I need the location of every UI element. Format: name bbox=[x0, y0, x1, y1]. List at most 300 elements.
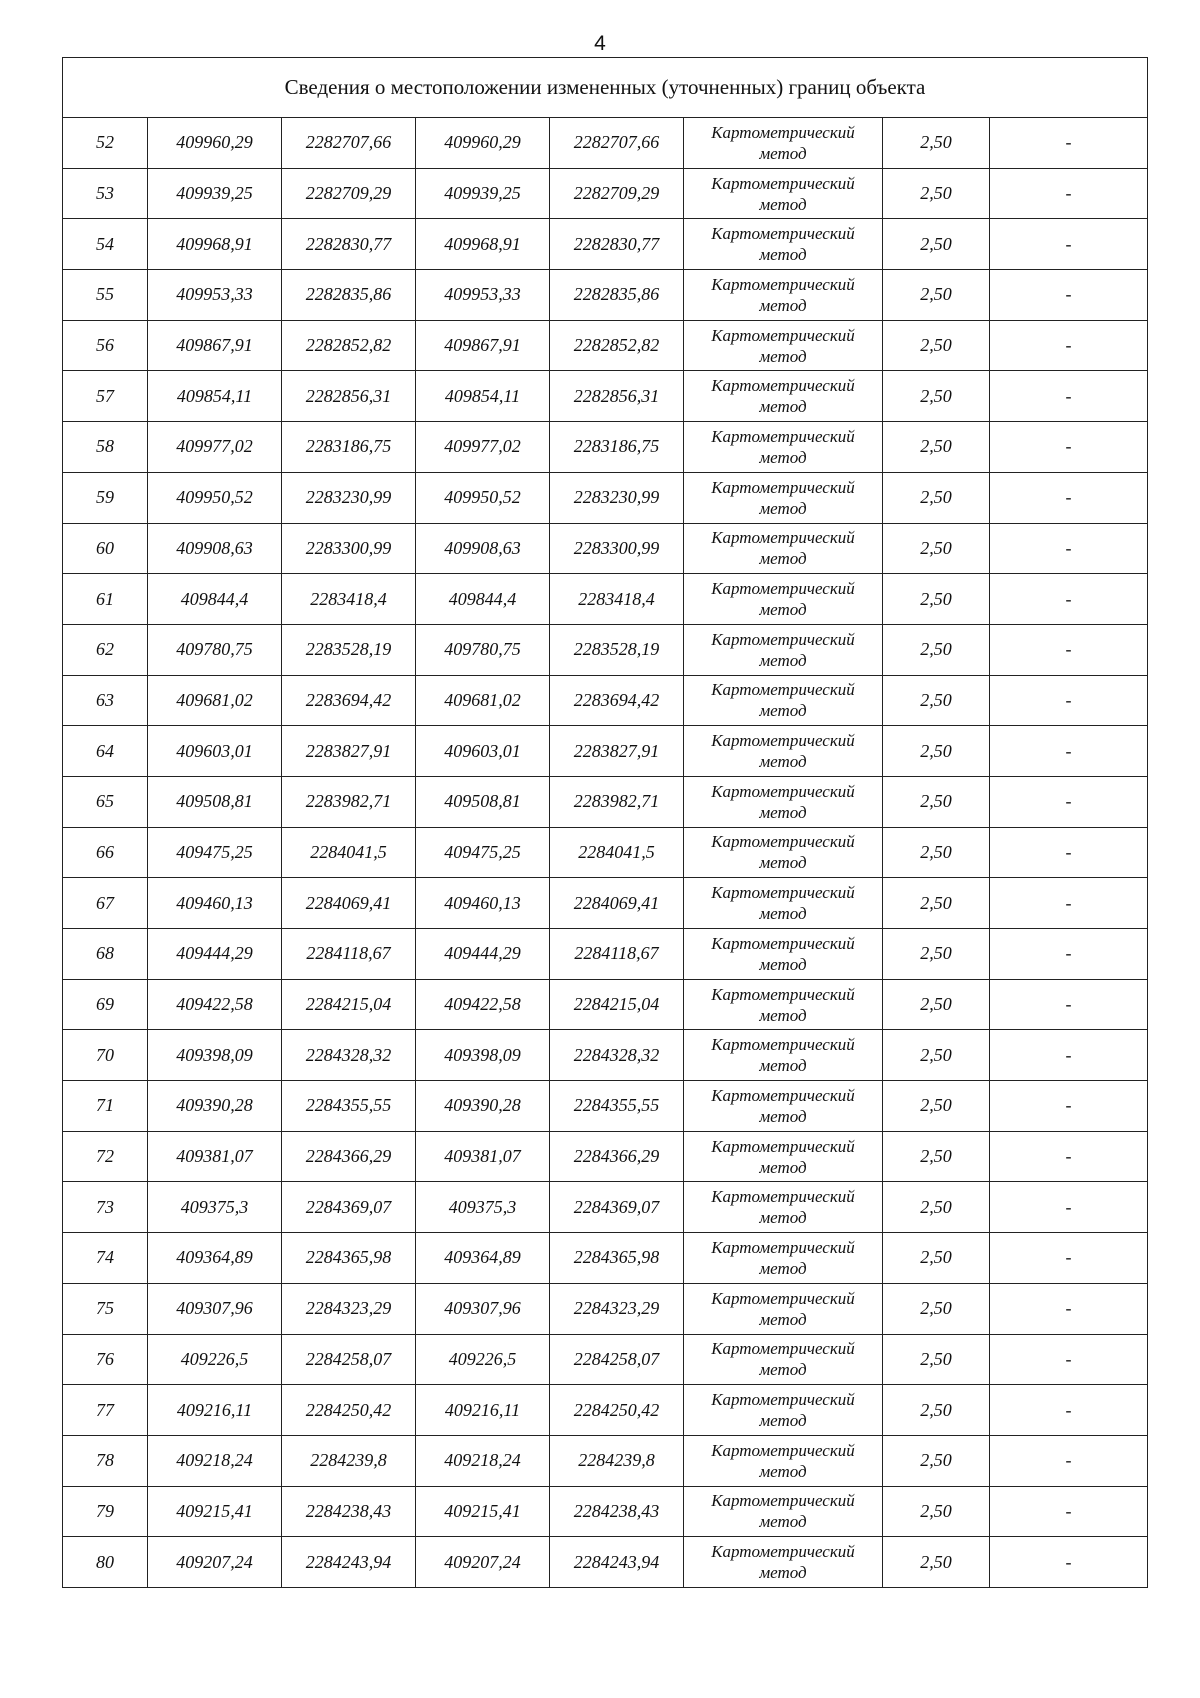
method-text-line-1: Картометрический bbox=[711, 1085, 855, 1105]
method-text-line-1: Картометрический bbox=[711, 984, 855, 1004]
existing-x-cell: 409215,41 bbox=[148, 1486, 282, 1537]
table-row bbox=[63, 422, 1148, 473]
existing-y-cell: 2284355,55 bbox=[282, 1081, 416, 1132]
method-text-line-1: Картометрический bbox=[711, 680, 855, 700]
method-text-line-2: метод bbox=[759, 853, 807, 873]
accuracy-cell: 2,50 bbox=[883, 1334, 990, 1385]
point-number-cell: 72 bbox=[63, 1131, 148, 1182]
table-row bbox=[63, 118, 1148, 169]
accuracy-cell: 2,50 bbox=[883, 929, 990, 980]
note-cell: - bbox=[990, 422, 1148, 473]
table-row bbox=[63, 1081, 1148, 1132]
method-text-line-1: Картометрический bbox=[711, 477, 855, 497]
accuracy-cell: 2,50 bbox=[883, 523, 990, 574]
accuracy-cell: 2,50 bbox=[883, 624, 990, 675]
refined-y-cell: 2284069,41 bbox=[550, 878, 684, 929]
method-text-line-2: метод bbox=[759, 1106, 807, 1126]
existing-x-cell: 409908,63 bbox=[148, 523, 282, 574]
table-row bbox=[63, 1334, 1148, 1385]
accuracy-cell: 2,50 bbox=[883, 1081, 990, 1132]
note-cell: - bbox=[990, 320, 1148, 371]
accuracy-cell: 2,50 bbox=[883, 1385, 990, 1436]
table-row bbox=[63, 675, 1148, 726]
method-cell bbox=[684, 1435, 883, 1486]
method-cell bbox=[684, 979, 883, 1030]
point-number-cell: 69 bbox=[63, 979, 148, 1030]
existing-x-cell: 409422,58 bbox=[148, 979, 282, 1030]
note-cell: - bbox=[990, 726, 1148, 777]
accuracy-cell: 2,50 bbox=[883, 1233, 990, 1284]
method-cell bbox=[684, 1182, 883, 1233]
note-cell: - bbox=[990, 1486, 1148, 1537]
existing-y-cell: 2282852,82 bbox=[282, 320, 416, 371]
accuracy-cell: 2,50 bbox=[883, 1537, 990, 1588]
accuracy-cell: 2,50 bbox=[883, 219, 990, 270]
table-row bbox=[63, 929, 1148, 980]
point-number-cell: 63 bbox=[63, 675, 148, 726]
note-cell: - bbox=[990, 1334, 1148, 1385]
method-text-line-2: метод bbox=[759, 1461, 807, 1481]
refined-y-cell: 2283694,42 bbox=[550, 675, 684, 726]
refined-x-cell: 409226,5 bbox=[416, 1334, 550, 1385]
point-number-cell: 67 bbox=[63, 878, 148, 929]
accuracy-cell: 2,50 bbox=[883, 270, 990, 321]
refined-x-cell: 409216,11 bbox=[416, 1385, 550, 1436]
refined-y-cell: 2284365,98 bbox=[550, 1233, 684, 1284]
existing-y-cell: 2283300,99 bbox=[282, 523, 416, 574]
table-row bbox=[63, 523, 1148, 574]
refined-y-cell: 2283300,99 bbox=[550, 523, 684, 574]
refined-x-cell: 409475,25 bbox=[416, 827, 550, 878]
existing-y-cell: 2283694,42 bbox=[282, 675, 416, 726]
table-row bbox=[63, 979, 1148, 1030]
refined-x-cell: 409398,09 bbox=[416, 1030, 550, 1081]
method-cell bbox=[684, 1486, 883, 1537]
method-text-line-1: Картометрический bbox=[711, 426, 855, 446]
method-text-line-2: метод bbox=[759, 1157, 807, 1177]
existing-y-cell: 2282830,77 bbox=[282, 219, 416, 270]
existing-y-cell: 2283186,75 bbox=[282, 422, 416, 473]
method-text-line-2: метод bbox=[759, 600, 807, 620]
method-text-line-1: Картометрический bbox=[711, 1339, 855, 1359]
refined-y-cell: 2284250,42 bbox=[550, 1385, 684, 1436]
table-row bbox=[63, 371, 1148, 422]
method-text-line-1: Картометрический bbox=[711, 731, 855, 751]
method-text-line-1: Картометрический bbox=[711, 883, 855, 903]
existing-x-cell: 409939,25 bbox=[148, 168, 282, 219]
existing-x-cell: 409508,81 bbox=[148, 776, 282, 827]
method-text-line-1: Картометрический bbox=[711, 579, 855, 599]
point-number-cell: 62 bbox=[63, 624, 148, 675]
accuracy-cell: 2,50 bbox=[883, 776, 990, 827]
existing-y-cell: 2284069,41 bbox=[282, 878, 416, 929]
method-text-line-1: Картометрический bbox=[711, 528, 855, 548]
existing-x-cell: 409603,01 bbox=[148, 726, 282, 777]
refined-x-cell: 409977,02 bbox=[416, 422, 550, 473]
existing-y-cell: 2282707,66 bbox=[282, 118, 416, 169]
accuracy-cell: 2,50 bbox=[883, 878, 990, 929]
refined-y-cell: 2284323,29 bbox=[550, 1283, 684, 1334]
refined-x-cell: 409960,29 bbox=[416, 118, 550, 169]
table-row bbox=[63, 1435, 1148, 1486]
existing-y-cell: 2284258,07 bbox=[282, 1334, 416, 1385]
refined-y-cell: 2284215,04 bbox=[550, 979, 684, 1030]
table-row bbox=[63, 168, 1148, 219]
accuracy-cell: 2,50 bbox=[883, 320, 990, 371]
method-text-line-1: Картометрический bbox=[711, 1542, 855, 1562]
note-cell: - bbox=[990, 1233, 1148, 1284]
method-cell bbox=[684, 776, 883, 827]
refined-y-cell: 2283230,99 bbox=[550, 472, 684, 523]
refined-y-cell: 2284238,43 bbox=[550, 1486, 684, 1537]
existing-y-cell: 2284118,67 bbox=[282, 929, 416, 980]
method-cell bbox=[684, 472, 883, 523]
refined-x-cell: 409422,58 bbox=[416, 979, 550, 1030]
existing-y-cell: 2282856,31 bbox=[282, 371, 416, 422]
existing-x-cell: 409226,5 bbox=[148, 1334, 282, 1385]
note-cell: - bbox=[990, 118, 1148, 169]
table-body bbox=[63, 118, 1148, 1588]
refined-y-cell: 2284118,67 bbox=[550, 929, 684, 980]
refined-x-cell: 409307,96 bbox=[416, 1283, 550, 1334]
existing-y-cell: 2283528,19 bbox=[282, 624, 416, 675]
method-text-line-2: метод bbox=[759, 1360, 807, 1380]
existing-x-cell: 409960,29 bbox=[148, 118, 282, 169]
method-text-line-1: Картометрический bbox=[711, 1136, 855, 1156]
accuracy-cell: 2,50 bbox=[883, 574, 990, 625]
method-cell bbox=[684, 1385, 883, 1436]
method-cell bbox=[684, 1334, 883, 1385]
refined-x-cell: 409854,11 bbox=[416, 371, 550, 422]
refined-y-cell: 2284355,55 bbox=[550, 1081, 684, 1132]
table-row bbox=[63, 827, 1148, 878]
accuracy-cell: 2,50 bbox=[883, 1030, 990, 1081]
refined-x-cell: 409603,01 bbox=[416, 726, 550, 777]
existing-y-cell: 2284369,07 bbox=[282, 1182, 416, 1233]
table-row bbox=[63, 1233, 1148, 1284]
existing-y-cell: 2282835,86 bbox=[282, 270, 416, 321]
point-number-cell: 61 bbox=[63, 574, 148, 625]
table-row bbox=[63, 1182, 1148, 1233]
note-cell: - bbox=[990, 219, 1148, 270]
note-cell: - bbox=[990, 1537, 1148, 1588]
method-text-line-2: метод bbox=[759, 752, 807, 772]
method-text-line-1: Картометрический bbox=[711, 1491, 855, 1511]
table-row bbox=[63, 219, 1148, 270]
existing-x-cell: 409854,11 bbox=[148, 371, 282, 422]
refined-y-cell: 2284258,07 bbox=[550, 1334, 684, 1385]
existing-y-cell: 2284328,32 bbox=[282, 1030, 416, 1081]
table-title: Сведения о местоположении измененных (уточненных) границ объекта bbox=[63, 58, 1148, 118]
existing-y-cell: 2284238,43 bbox=[282, 1486, 416, 1537]
method-cell bbox=[684, 168, 883, 219]
note-cell: - bbox=[990, 168, 1148, 219]
method-cell bbox=[684, 1233, 883, 1284]
method-text-line-2: метод bbox=[759, 549, 807, 569]
method-text-line-1: Картометрический bbox=[711, 325, 855, 345]
existing-y-cell: 2284215,04 bbox=[282, 979, 416, 1030]
method-text-line-1: Картометрический bbox=[711, 1237, 855, 1257]
point-number-cell: 55 bbox=[63, 270, 148, 321]
table-row bbox=[63, 1030, 1148, 1081]
method-cell bbox=[684, 523, 883, 574]
refined-y-cell: 2283982,71 bbox=[550, 776, 684, 827]
note-cell: - bbox=[990, 675, 1148, 726]
method-text-line-2: метод bbox=[759, 245, 807, 265]
accuracy-cell: 2,50 bbox=[883, 726, 990, 777]
note-cell: - bbox=[990, 1030, 1148, 1081]
existing-x-cell: 409381,07 bbox=[148, 1131, 282, 1182]
refined-y-cell: 2282707,66 bbox=[550, 118, 684, 169]
point-number-cell: 65 bbox=[63, 776, 148, 827]
existing-x-cell: 409307,96 bbox=[148, 1283, 282, 1334]
method-text-line-2: метод bbox=[759, 701, 807, 721]
existing-x-cell: 409390,28 bbox=[148, 1081, 282, 1132]
refined-x-cell: 409780,75 bbox=[416, 624, 550, 675]
point-number-cell: 59 bbox=[63, 472, 148, 523]
method-text-line-2: метод bbox=[759, 1309, 807, 1329]
method-text-line-2: метод bbox=[759, 498, 807, 518]
note-cell: - bbox=[990, 827, 1148, 878]
note-cell: - bbox=[990, 1385, 1148, 1436]
point-number-cell: 78 bbox=[63, 1435, 148, 1486]
method-cell bbox=[684, 624, 883, 675]
note-cell: - bbox=[990, 371, 1148, 422]
existing-y-cell: 2284365,98 bbox=[282, 1233, 416, 1284]
existing-x-cell: 409444,29 bbox=[148, 929, 282, 980]
point-number-cell: 58 bbox=[63, 422, 148, 473]
note-cell: - bbox=[990, 1435, 1148, 1486]
note-cell: - bbox=[990, 776, 1148, 827]
table-row bbox=[63, 320, 1148, 371]
point-number-cell: 77 bbox=[63, 1385, 148, 1436]
existing-y-cell: 2283982,71 bbox=[282, 776, 416, 827]
method-text-line-2: метод bbox=[759, 346, 807, 366]
note-cell: - bbox=[990, 523, 1148, 574]
method-cell bbox=[684, 320, 883, 371]
refined-x-cell: 409681,02 bbox=[416, 675, 550, 726]
refined-y-cell: 2284328,32 bbox=[550, 1030, 684, 1081]
refined-x-cell: 409968,91 bbox=[416, 219, 550, 270]
refined-x-cell: 409460,13 bbox=[416, 878, 550, 929]
method-cell bbox=[684, 1537, 883, 1588]
existing-y-cell: 2284243,94 bbox=[282, 1537, 416, 1588]
method-cell bbox=[684, 1081, 883, 1132]
accuracy-cell: 2,50 bbox=[883, 1486, 990, 1537]
accuracy-cell: 2,50 bbox=[883, 827, 990, 878]
existing-x-cell: 409218,24 bbox=[148, 1435, 282, 1486]
table-row bbox=[63, 472, 1148, 523]
refined-x-cell: 409953,33 bbox=[416, 270, 550, 321]
table-row bbox=[63, 1486, 1148, 1537]
refined-y-cell: 2284369,07 bbox=[550, 1182, 684, 1233]
method-text-line-2: метод bbox=[759, 1056, 807, 1076]
method-text-line-2: метод bbox=[759, 650, 807, 670]
method-text-line-1: Картометрический bbox=[711, 1288, 855, 1308]
refined-x-cell: 409375,3 bbox=[416, 1182, 550, 1233]
accuracy-cell: 2,50 bbox=[883, 979, 990, 1030]
existing-x-cell: 409844,4 bbox=[148, 574, 282, 625]
point-number-cell: 70 bbox=[63, 1030, 148, 1081]
existing-x-cell: 409207,24 bbox=[148, 1537, 282, 1588]
refined-x-cell: 409215,41 bbox=[416, 1486, 550, 1537]
method-text-line-1: Картометрический bbox=[711, 224, 855, 244]
refined-y-cell: 2282852,82 bbox=[550, 320, 684, 371]
existing-x-cell: 409364,89 bbox=[148, 1233, 282, 1284]
method-text-line-2: метод bbox=[759, 1258, 807, 1278]
point-number-cell: 60 bbox=[63, 523, 148, 574]
table-row bbox=[63, 1385, 1148, 1436]
existing-y-cell: 2283418,4 bbox=[282, 574, 416, 625]
table-row bbox=[63, 776, 1148, 827]
point-number-cell: 57 bbox=[63, 371, 148, 422]
existing-y-cell: 2284041,5 bbox=[282, 827, 416, 878]
refined-x-cell: 409444,29 bbox=[416, 929, 550, 980]
method-text-line-1: Картометрический bbox=[711, 832, 855, 852]
note-cell: - bbox=[990, 1081, 1148, 1132]
note-cell: - bbox=[990, 979, 1148, 1030]
note-cell: - bbox=[990, 929, 1148, 980]
method-cell bbox=[684, 878, 883, 929]
existing-x-cell: 409375,3 bbox=[148, 1182, 282, 1233]
refined-x-cell: 409364,89 bbox=[416, 1233, 550, 1284]
existing-x-cell: 409977,02 bbox=[148, 422, 282, 473]
table-row bbox=[63, 1131, 1148, 1182]
refined-x-cell: 409381,07 bbox=[416, 1131, 550, 1182]
method-text-line-1: Картометрический bbox=[711, 1390, 855, 1410]
method-text-line-1: Картометрический bbox=[711, 629, 855, 649]
table-row bbox=[63, 878, 1148, 929]
refined-y-cell: 2282709,29 bbox=[550, 168, 684, 219]
existing-x-cell: 409953,33 bbox=[148, 270, 282, 321]
accuracy-cell: 2,50 bbox=[883, 1131, 990, 1182]
existing-x-cell: 409968,91 bbox=[148, 219, 282, 270]
existing-x-cell: 409950,52 bbox=[148, 472, 282, 523]
method-cell bbox=[684, 219, 883, 270]
refined-y-cell: 2282856,31 bbox=[550, 371, 684, 422]
existing-x-cell: 409216,11 bbox=[148, 1385, 282, 1436]
method-text-line-2: метод bbox=[759, 904, 807, 924]
refined-y-cell: 2284243,94 bbox=[550, 1537, 684, 1588]
refined-x-cell: 409939,25 bbox=[416, 168, 550, 219]
refined-y-cell: 2283827,91 bbox=[550, 726, 684, 777]
existing-y-cell: 2284323,29 bbox=[282, 1283, 416, 1334]
method-text-line-1: Картометрический bbox=[711, 1035, 855, 1055]
method-text-line-2: метод bbox=[759, 1005, 807, 1025]
existing-y-cell: 2283827,91 bbox=[282, 726, 416, 777]
refined-y-cell: 2283528,19 bbox=[550, 624, 684, 675]
refined-x-cell: 409844,4 bbox=[416, 574, 550, 625]
note-cell: - bbox=[990, 472, 1148, 523]
point-number-cell: 56 bbox=[63, 320, 148, 371]
point-number-cell: 75 bbox=[63, 1283, 148, 1334]
method-text-line-2: метод bbox=[759, 143, 807, 163]
note-cell: - bbox=[990, 624, 1148, 675]
refined-x-cell: 409508,81 bbox=[416, 776, 550, 827]
point-number-cell: 74 bbox=[63, 1233, 148, 1284]
existing-x-cell: 409681,02 bbox=[148, 675, 282, 726]
point-number-cell: 79 bbox=[63, 1486, 148, 1537]
accuracy-cell: 2,50 bbox=[883, 371, 990, 422]
refined-x-cell: 409950,52 bbox=[416, 472, 550, 523]
boundary-coordinates-table bbox=[62, 57, 1148, 1588]
table-row bbox=[63, 726, 1148, 777]
existing-x-cell: 409460,13 bbox=[148, 878, 282, 929]
point-number-cell: 68 bbox=[63, 929, 148, 980]
method-text-line-2: метод bbox=[759, 1208, 807, 1228]
existing-y-cell: 2283230,99 bbox=[282, 472, 416, 523]
method-text-line-2: метод bbox=[759, 1411, 807, 1431]
method-text-line-2: метод bbox=[759, 802, 807, 822]
refined-x-cell: 409867,91 bbox=[416, 320, 550, 371]
refined-y-cell: 2284239,8 bbox=[550, 1435, 684, 1486]
method-text-line-2: метод bbox=[759, 397, 807, 417]
note-cell: - bbox=[990, 1283, 1148, 1334]
method-text-line-1: Картометрический bbox=[711, 122, 855, 142]
point-number-cell: 76 bbox=[63, 1334, 148, 1385]
existing-x-cell: 409867,91 bbox=[148, 320, 282, 371]
method-text-line-1: Картометрический bbox=[711, 781, 855, 801]
refined-y-cell: 2284041,5 bbox=[550, 827, 684, 878]
method-text-line-1: Картометрический bbox=[711, 933, 855, 953]
point-number-cell: 52 bbox=[63, 118, 148, 169]
method-cell bbox=[684, 1131, 883, 1182]
table-row bbox=[63, 1283, 1148, 1334]
accuracy-cell: 2,50 bbox=[883, 472, 990, 523]
accuracy-cell: 2,50 bbox=[883, 1283, 990, 1334]
refined-x-cell: 409390,28 bbox=[416, 1081, 550, 1132]
refined-y-cell: 2284366,29 bbox=[550, 1131, 684, 1182]
existing-x-cell: 409475,25 bbox=[148, 827, 282, 878]
refined-y-cell: 2283186,75 bbox=[550, 422, 684, 473]
point-number-cell: 64 bbox=[63, 726, 148, 777]
existing-y-cell: 2284239,8 bbox=[282, 1435, 416, 1486]
accuracy-cell: 2,50 bbox=[883, 168, 990, 219]
point-number-cell: 71 bbox=[63, 1081, 148, 1132]
existing-y-cell: 2284250,42 bbox=[282, 1385, 416, 1436]
method-cell bbox=[684, 574, 883, 625]
point-number-cell: 73 bbox=[63, 1182, 148, 1233]
table-row bbox=[63, 624, 1148, 675]
method-text-line-1: Картометрический bbox=[711, 1440, 855, 1460]
note-cell: - bbox=[990, 1182, 1148, 1233]
refined-y-cell: 2282830,77 bbox=[550, 219, 684, 270]
method-text-line-2: метод bbox=[759, 1563, 807, 1583]
existing-y-cell: 2282709,29 bbox=[282, 168, 416, 219]
method-text-line-1: Картометрический bbox=[711, 274, 855, 294]
table-row bbox=[63, 1537, 1148, 1588]
method-cell bbox=[684, 1030, 883, 1081]
method-text-line-2: метод bbox=[759, 447, 807, 467]
page-number: 4 bbox=[594, 32, 606, 55]
accuracy-cell: 2,50 bbox=[883, 422, 990, 473]
method-text-line-2: метод bbox=[759, 194, 807, 214]
refined-y-cell: 2283418,4 bbox=[550, 574, 684, 625]
existing-x-cell: 409780,75 bbox=[148, 624, 282, 675]
method-cell bbox=[684, 270, 883, 321]
table-row bbox=[63, 270, 1148, 321]
method-cell bbox=[684, 1283, 883, 1334]
accuracy-cell: 2,50 bbox=[883, 118, 990, 169]
refined-x-cell: 409207,24 bbox=[416, 1537, 550, 1588]
refined-x-cell: 409218,24 bbox=[416, 1435, 550, 1486]
point-number-cell: 54 bbox=[63, 219, 148, 270]
point-number-cell: 80 bbox=[63, 1537, 148, 1588]
point-number-cell: 53 bbox=[63, 168, 148, 219]
existing-y-cell: 2284366,29 bbox=[282, 1131, 416, 1182]
point-number-cell: 66 bbox=[63, 827, 148, 878]
method-cell bbox=[684, 675, 883, 726]
